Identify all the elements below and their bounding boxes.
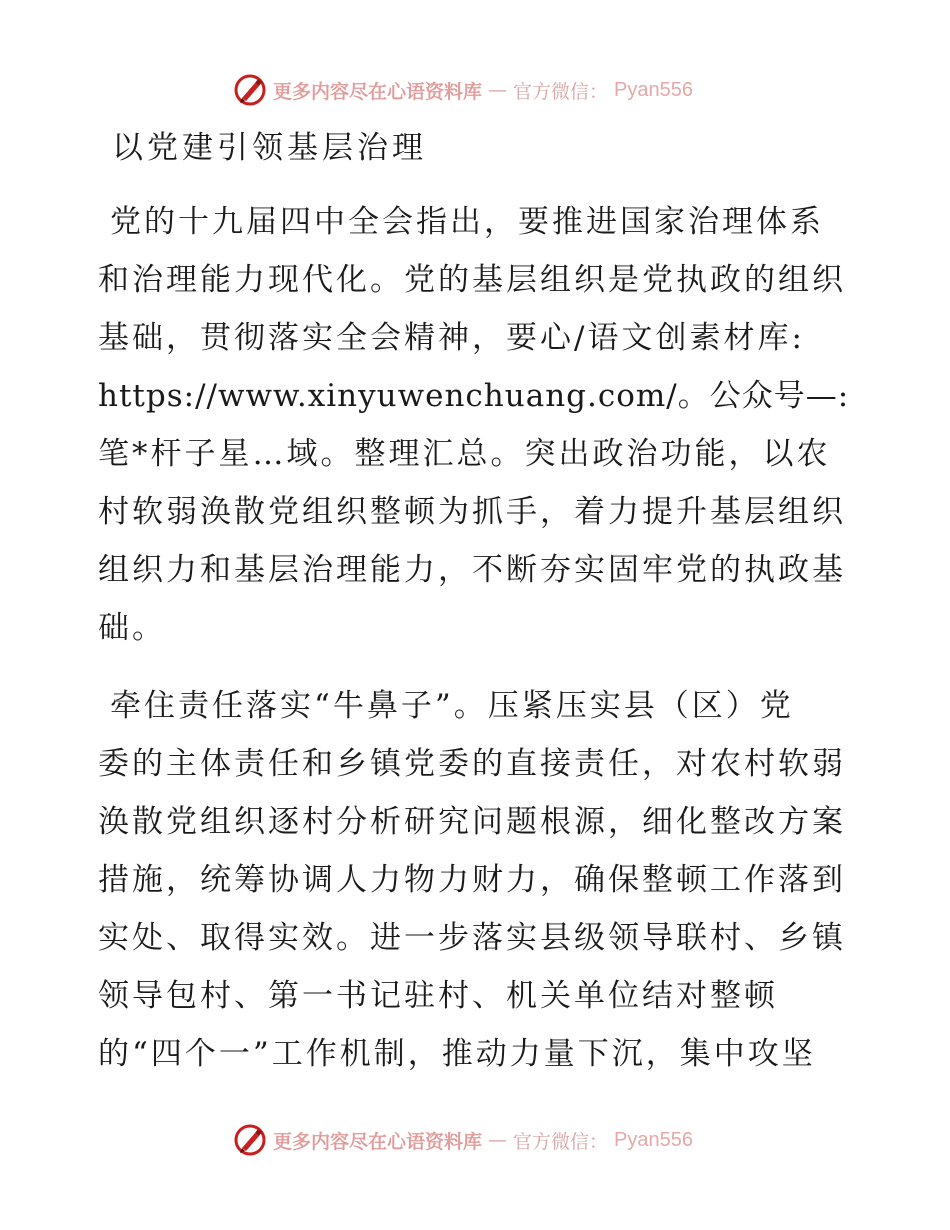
paragraph-line: 础。 xyxy=(98,610,166,646)
watermark-subtext: 官方微信： xyxy=(513,1130,609,1153)
paragraph-line: https://www.xinyuwenchuang.com/。公众号—: xyxy=(98,378,850,414)
paragraph-line: 村软弱涣散党组织整顿为抓手，着力提升基层组织 xyxy=(98,494,846,530)
watermark-wechat-id: Pyan556 xyxy=(614,78,693,101)
header-watermark xyxy=(233,73,693,107)
pen-logo-icon xyxy=(233,1123,267,1157)
paragraph-line: 实处、取得实效。进一步落实县级领导联村、乡镇 xyxy=(98,920,846,956)
paragraph-line: 笔*杆子星…域。整理汇总。突出政治功能，以农 xyxy=(98,436,831,472)
paragraph-line: 和治理能力现代化。党的基层组织是党执政的组织 xyxy=(98,262,846,298)
paragraph-line: 措施，统筹协调人力物力财力，确保整顿工作落到 xyxy=(98,862,846,898)
paragraph-line: 牵住责任落实“牛鼻子”。压紧压实县（区）党 xyxy=(110,688,794,724)
paragraph-line: 委的主体责任和乡镇党委的直接责任，对农村软弱 xyxy=(98,746,846,782)
document-title: 以党建引领基层治理 xyxy=(112,130,427,166)
watermark-dash: — xyxy=(488,79,508,101)
paragraph-line: 党的十九届四中全会指出，要推进国家治理体系 xyxy=(110,204,824,240)
watermark-text: 更多内容尽在心语资料库 xyxy=(273,80,483,103)
watermark-text: 更多内容尽在心语资料库 xyxy=(273,1130,483,1153)
paragraph-line: 领导包村、第一书记驻村、机关单位结对整顿 xyxy=(98,978,778,1014)
footer-watermark xyxy=(233,1123,693,1157)
watermark-wechat-id: Pyan556 xyxy=(614,1128,693,1151)
paragraph-line: 涣散党组织逐村分析研究问题根源，细化整改方案 xyxy=(98,804,846,840)
watermark-subtext: 官方微信： xyxy=(513,80,609,103)
paragraph-2 xyxy=(98,677,850,1083)
paragraph-line: 基础，贯彻落实全会精神，要心/语文创素材库: xyxy=(98,320,805,356)
paragraph-1 xyxy=(98,193,850,657)
pen-logo-icon xyxy=(233,73,267,107)
watermark-dash: — xyxy=(488,1129,508,1151)
paragraph-line: 组织力和基层治理能力，不断夯实固牢党的执政基 xyxy=(98,552,846,588)
paragraph-line: 的“四个一”工作机制，推动力量下沉，集中攻坚 xyxy=(98,1036,816,1072)
